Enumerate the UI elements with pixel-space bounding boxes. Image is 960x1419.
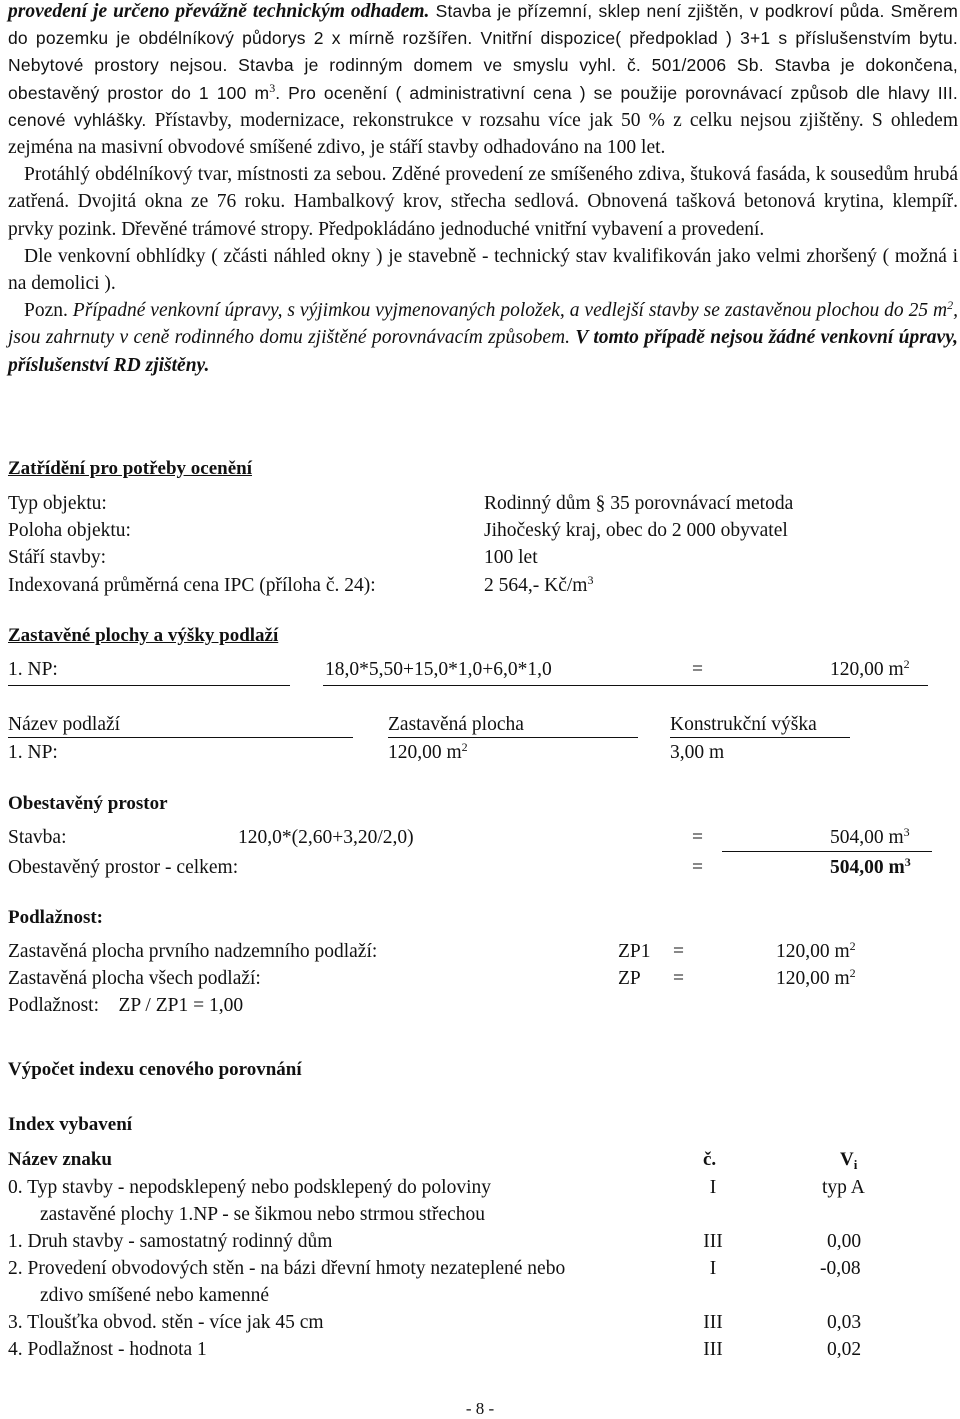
- index-row-v: 0,00: [827, 1231, 862, 1252]
- index-row-v: 0,02: [827, 1339, 862, 1360]
- volume-stavba-value: 504,00 $m^3$: [830, 825, 910, 848]
- podlaznost-result: Podlažnost: ZP / ZP1 = 1,00: [8, 995, 244, 1016]
- index-row-v: typ A: [822, 1177, 865, 1198]
- volume-eq: =: [692, 857, 703, 878]
- table-row-name: 1. NP:: [8, 742, 58, 763]
- classification-label: Indexovaná průměrná cena IPC (příloha č. 24):: [8, 575, 376, 596]
- index-col-v: $V_i$: [840, 1149, 858, 1172]
- classification-value: 2 564,- $Kč/m^3$: [484, 573, 594, 596]
- index-row-name: 3. Tloušťka obvod. stěn - více jak 45 cm: [8, 1312, 324, 1333]
- index-subheading: Index vybavení: [8, 1114, 133, 1135]
- classification-label: Typ objektu:: [8, 493, 107, 514]
- index-row-c: III: [703, 1231, 723, 1252]
- table-rule: [388, 737, 638, 738]
- volume-total-value: 504,00 $m^3$: [830, 855, 911, 878]
- index-col-name: Název znaku: [8, 1149, 112, 1170]
- index-row-cont: zdivo smíšené nebo kamenné: [40, 1285, 270, 1306]
- index-col-c: č.: [703, 1149, 717, 1170]
- table-header-name: Název podlaží: [8, 714, 121, 735]
- table-rule: [8, 685, 290, 686]
- volume-eq: =: [692, 827, 703, 848]
- podlaznost-row1-label: Zastavěná plocha prvního nadzemního podlaží:: [8, 941, 378, 962]
- podlaznost-eq: =: [673, 968, 684, 989]
- volume-stavba-formula: 120,0*(2,60+3,20/2,0): [238, 827, 414, 848]
- floors-eq: =: [692, 659, 703, 680]
- classification-value: 100 let: [484, 547, 538, 568]
- intro-paragraph-4: Pozn. Případné venkovní úpravy, s výjimkou vyjmenovaných položek, a vedlejší stavby se zastavěnou plochou do 25 $m^2$, jsou zahrnuty v ceně rodinného domu zjištěné porovnávacím způsobem. V tomto případě nejsou žádné venkovní úpravy, příslušenství RD zjištěny.: [8, 298, 958, 376]
- intro-paragraph-3: Dle venkovní obhlídky ( zčásti náhled okny ) je stavebně - technický stav kvalifikován jako velmi zhoršený ( možná i na demolici ).: [8, 245, 958, 295]
- index-row-c: I: [709, 1258, 717, 1279]
- index-row-c: III: [703, 1339, 723, 1360]
- floors-np-label: 1. NP:: [8, 659, 58, 680]
- volume-stavba-label: Stavba:: [8, 827, 67, 848]
- classification-heading: Zatřídění pro potřeby ocenění: [8, 458, 253, 479]
- index-heading: Výpočet indexu cenového porovnání: [8, 1059, 302, 1080]
- index-row-name: 2. Provedení obvodových stěn - na bázi dřevní hmoty nezateplené nebo: [8, 1258, 566, 1279]
- intro-paragraph-2: Protáhlý obdélníkový tvar, místnosti za sebou. Zděné provedení ze smíšeného zdiva, štuková fasáda, k sousedům hrubá zatřená. Dvojitá okna ze 76 roku. Hambalkový krov, střecha sedlová. Obnovená tašková betonová krytina, klempíř. prvky pozink. Dřevěné trámové stropy. Předpokládáno jednoduché vnitřní vybavení a provedení.: [8, 164, 958, 240]
- index-row-name: 1. Druh stavby - samostatný rodinný dům: [8, 1231, 333, 1252]
- table-row-height: 3,00 m: [670, 742, 725, 763]
- podlaznost-row1-value: 120,00 $m^2$: [776, 939, 856, 962]
- index-row-c: I: [709, 1177, 717, 1198]
- table-rule: [323, 685, 928, 686]
- page-number: - 8 -: [465, 1399, 495, 1418]
- podlaznost-eq: =: [673, 941, 684, 962]
- index-row-name: 0. Typ stavby - nepodsklepený nebo podsklepený do poloviny: [8, 1177, 492, 1198]
- classification-label: Stáří stavby:: [8, 547, 107, 568]
- podlaznost-row2-value: 120,00 $m^2$: [776, 966, 856, 989]
- floors-heading: Zastavěné plochy a výšky podlaží: [8, 625, 279, 646]
- table-row-area: 120,00 $m^2$: [388, 740, 468, 763]
- floors-np-formula: 18,0*5,50+15,0*1,0+6,0*1,0: [325, 659, 552, 680]
- sum-rule: [722, 851, 932, 852]
- index-row-cont: zastavěné plochy 1.NP - se šikmou nebo strmou střechou: [40, 1204, 485, 1225]
- classification-label: Poloha objektu:: [8, 520, 131, 541]
- podlaznost-heading: Podlažnost:: [8, 907, 103, 928]
- table-rule: [8, 737, 353, 738]
- table-rule: [670, 737, 850, 738]
- index-row-v: 0,03: [827, 1312, 862, 1333]
- classification-value: Jihočeský kraj, obec do 2 000 obyvatel: [484, 520, 788, 541]
- table-header-height: Konstrukční výška: [670, 714, 817, 735]
- table-header-area: Zastavěná plocha: [388, 714, 524, 735]
- intro-paragraph-1: provedení je určeno převážně technickým odhadem. Stavba je přízemní, sklep není zjištěn, v podkroví půda. Směrem do pozemku je obdélníkový půdorys 2 x mírně rozšířen. Vnitřní dispozice( předpoklad ) 3+1 s příslušenstvím bytu. Nebytové prostory nejsou. Stavba je rodinným domem ve smyslu vyhl. č. 501/2006 Sb. Stavba je dokončena, obestavěný prostor do 1 100 $m^3$. Pro ocenění ( administrativní cena ) se použije porovnávací způsob dle hlavy III. cenové vyhlášky. Přístavby, modernizace, rekonstrukce v rozsahu více jak 50 % z celku nejsou zjištěny. S ohledem zejména na masivní obvodové smíšené zdivo, je stáří stavby odhadováno na 100 let.: [8, 1, 958, 159]
- podlaznost-row2-label: Zastavěná plocha všech podlaží:: [8, 968, 261, 989]
- podlaznost-row1-code: ZP1: [618, 941, 651, 962]
- podlaznost-row2-code: ZP: [618, 968, 641, 989]
- volume-heading: Obestavěný prostor: [8, 793, 168, 814]
- index-row-v: -0,08: [820, 1258, 861, 1279]
- classification-value: Rodinný dům § 35 porovnávací metoda: [484, 493, 794, 514]
- volume-total-label: Obestavěný prostor - celkem:: [8, 857, 239, 878]
- intro-text: [8, 0, 958, 379]
- index-row-c: III: [703, 1312, 723, 1333]
- index-row-name: 4. Podlažnost - hodnota 1: [8, 1339, 207, 1360]
- floors-np-value: 120,00 $m^2$: [830, 657, 910, 680]
